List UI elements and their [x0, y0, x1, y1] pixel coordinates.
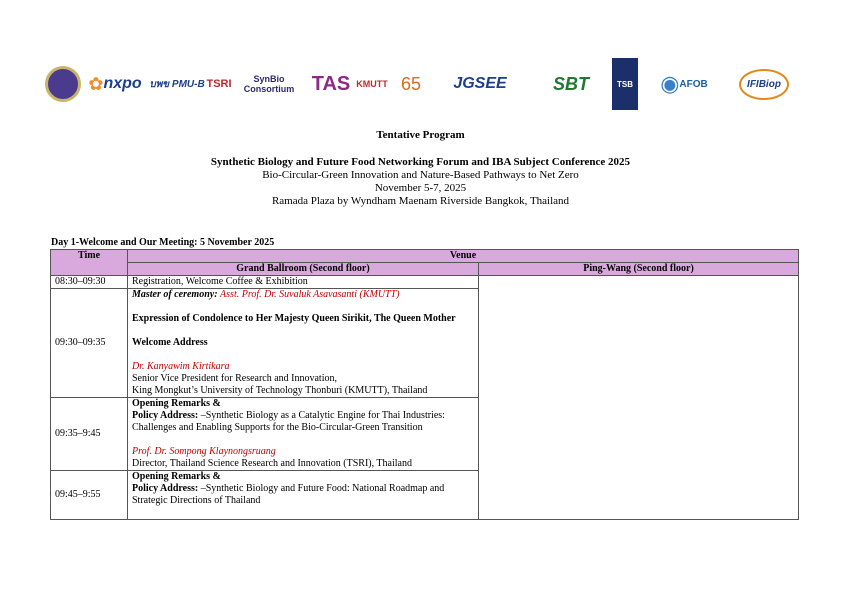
globe-icon: ◉ — [660, 71, 680, 96]
session-cell — [128, 398, 479, 471]
condolence-title: Expression of Condolence to Her Majesty Queen Sirikit, The Queen Mother — [132, 313, 456, 324]
speaker-role: Senior Vice President for Research and Innovation, — [132, 373, 337, 384]
session-cell — [128, 471, 479, 520]
time-header: Time — [51, 250, 128, 276]
mc-name: Asst. Prof. Dr. Suvaluk Asavasanti (KMUTT) — [220, 289, 400, 300]
mc-label: Master of ceremony: — [132, 289, 218, 300]
kmutt-logo: KMUTT — [356, 79, 388, 89]
welcome-title: Welcome Address — [132, 337, 208, 348]
program-heading — [0, 156, 841, 208]
time-cell: 08:30–09:30 — [51, 276, 128, 289]
pmu-b-logo: บพข PMU-B — [149, 78, 205, 90]
opening-remarks: Opening Remarks & — [132, 471, 221, 482]
policy-label: Policy Address: — [132, 483, 199, 494]
event-title: Synthetic Biology and Future Food Networking Forum and IBA Subject Conference 2025 — [210, 156, 631, 168]
policy-text: –Synthetic Biology and Future Food: National Roadmap and Strategic Directions of Thailand — [132, 483, 445, 506]
ping-wang-cell — [479, 276, 799, 520]
venue-header: Venue — [128, 250, 799, 263]
afob-logo: ◉ AFOB — [660, 71, 708, 96]
speaker-affiliation: King Mongkut’s University of Technology Thonburi (KMUTT), Thailand — [132, 385, 428, 396]
program-table — [50, 249, 799, 520]
time-cell: 09:30–09:35 — [51, 289, 128, 398]
seal-logo — [44, 58, 82, 110]
time-cell: 09:35–9:45 — [51, 398, 128, 471]
time-cell: 09:45–9:55 — [51, 471, 128, 520]
session-cell: Registration, Welcome Coffee & Exhibition — [128, 276, 479, 289]
tentative-label: Tentative Program — [376, 129, 465, 141]
policy-label: Policy Address: — [132, 410, 199, 421]
event-venue: Ramada Plaza by Wyndham Maenam Riverside Bangkok, Thailand — [271, 195, 570, 207]
ifibiop-logo: IFIBiop — [728, 58, 800, 110]
session-cell — [128, 289, 479, 398]
seal-icon — [45, 66, 81, 102]
room-ping-wang: Ping-Wang (Second floor) — [479, 263, 799, 276]
tas-logo: TAS — [311, 72, 351, 95]
65-years-logo: 65 — [400, 73, 422, 94]
event-subtitle: Bio-Circular-Green Innovation and Nature-Based Pathways to Net Zero — [262, 169, 579, 181]
table-row — [51, 276, 799, 289]
speaker-name: Prof. Dr. Sompong Klaynongsruang — [132, 446, 276, 457]
nxpo-logo: ✿ nxpo — [88, 73, 142, 94]
sponsor-logos — [44, 58, 804, 110]
speaker-name: Dr. Kanyawim Kirtikara — [132, 361, 230, 372]
policy-text: –Synthetic Biology as a Catalytic Engine for Thai Industries: Challenges and Enabling Supports for the Bio-Circular-Green Transition — [132, 410, 445, 433]
tsb-logo: TSB — [612, 58, 638, 110]
opening-remarks: Opening Remarks & — [132, 398, 221, 409]
day-title: Day 1-Welcome and Our Meeting: 5 November 2025 — [51, 237, 275, 248]
jgsee-logo: JGSEE — [453, 75, 507, 92]
synbio-logo: SynBio Consortium — [243, 74, 295, 94]
sbt-logo: SBT — [553, 73, 589, 94]
event-dates: November 5-7, 2025 — [374, 182, 467, 194]
speaker-role: Director, Thailand Science Research and Innovation (TSRI), Thailand — [132, 458, 412, 469]
tsri-logo: TSRI — [206, 78, 232, 90]
room-grand-ballroom: Grand Ballroom (Second floor) — [128, 263, 479, 276]
